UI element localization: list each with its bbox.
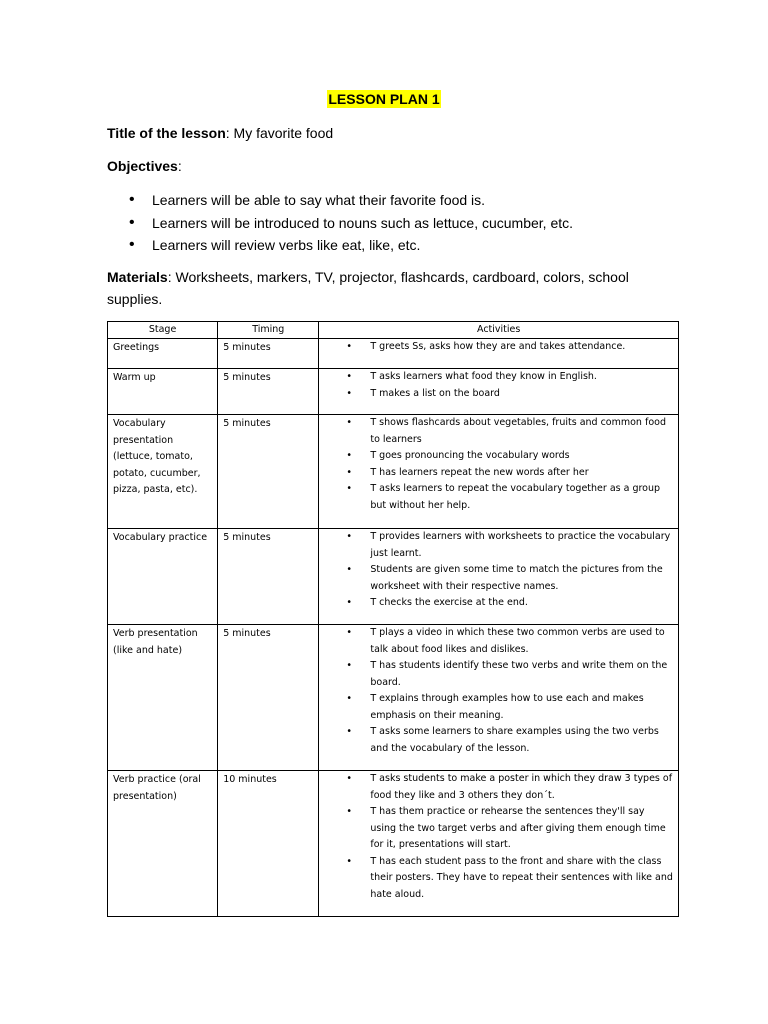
activity-item: • T asks students to make a poster in which they draw 3 types of food they like and 3 others they don´t. <box>324 771 673 804</box>
header-timing: Timing <box>218 322 319 339</box>
objectives-heading <box>107 156 182 176</box>
table-row <box>108 369 679 415</box>
activity-item: • T plays a video in which these two common verbs are used to talk about food likes and dislikes. <box>324 625 673 658</box>
stage-cell: Greetings <box>108 339 218 369</box>
stage-cell: Verb presentation (like and hate) <box>108 625 218 771</box>
stage-cell: Warm up <box>108 369 218 415</box>
activity-item: • Students are given some time to match the pictures from the worksheet with their respective names. <box>324 562 673 595</box>
heading-text: LESSON PLAN 1 <box>328 91 440 107</box>
timing-cell: 5 minutes <box>218 415 319 529</box>
activities-cell <box>319 369 679 415</box>
objectives-label: Objectives <box>107 158 178 174</box>
activity-item: • T has each student pass to the front and share with the class their posters. They have to repeat their sentences with like and hate aloud. <box>324 854 673 904</box>
activity-item: • T has them practice or rehearse the sentences they'll say using the two target verbs and after giving them enough time for it, presentations will start. <box>324 804 673 854</box>
materials-label: Materials <box>107 269 168 285</box>
activity-item: • T goes pronouncing the vocabulary words <box>324 448 673 465</box>
title-label: Title of the lesson <box>107 125 226 141</box>
stage-cell: Verb practice (oral presentation) <box>108 771 218 917</box>
lesson-title-line <box>107 123 333 143</box>
stage-cell: Vocabulary practice <box>108 529 218 625</box>
activity-item: • T checks the exercise at the end. <box>324 595 673 612</box>
objective-item: • Learners will be able to say what their favorite food is. <box>107 189 573 212</box>
activity-item: • T makes a list on the board <box>324 386 673 403</box>
objective-item: • Learners will review verbs like eat, like, etc. <box>107 234 573 257</box>
activities-cell <box>319 771 679 917</box>
activity-item: • T has learners repeat the new words after her <box>324 465 673 482</box>
table-row <box>108 771 679 917</box>
table-row <box>108 625 679 771</box>
header-activities: Activities <box>319 322 679 339</box>
activity-item: • T provides learners with worksheets to practice the vocabulary just learnt. <box>324 529 673 562</box>
stage-cell: Vocabulary presentation (lettuce, tomato, potato, cucumber, pizza, pasta, etc). <box>108 415 218 529</box>
title-value: : My favorite food <box>225 125 334 141</box>
activities-cell <box>319 529 679 625</box>
activity-item: • T has students identify these two verbs and write them on the board. <box>324 658 673 691</box>
table-row <box>108 529 679 625</box>
timing-cell: 5 minutes <box>218 339 319 369</box>
table-row <box>108 415 679 529</box>
activity-item: • T asks learners what food they know in English. <box>324 369 673 386</box>
table-row <box>108 339 679 369</box>
timing-cell: 5 minutes <box>218 529 319 625</box>
lesson-plan-heading <box>0 91 768 109</box>
objective-item: • Learners will be introduced to nouns such as lettuce, cucumber, etc. <box>107 212 573 235</box>
objectives-list <box>107 189 573 257</box>
lesson-stages-table <box>107 321 679 917</box>
timing-cell: 10 minutes <box>218 771 319 917</box>
activities-cell <box>319 415 679 529</box>
activity-item: • T asks learners to repeat the vocabulary together as a group but without her help. <box>324 481 673 514</box>
activity-item: • T shows flashcards about vegetables, fruits and common food to learners <box>324 415 673 448</box>
header-stage: Stage <box>108 322 218 339</box>
activity-item: • T asks some learners to share examples using the two verbs and the vocabulary of the lesson. <box>324 724 673 757</box>
materials-value: : Worksheets, markers, TV, projector, flashcards, cardboard, colors, school supplies. <box>107 269 629 307</box>
activities-cell <box>319 625 679 771</box>
timing-cell: 5 minutes <box>218 369 319 415</box>
timing-cell: 5 minutes <box>218 625 319 771</box>
activity-item: • T greets Ss, asks how they are and takes attendance. <box>324 339 673 356</box>
activity-item: • T explains through examples how to use each and makes emphasis on their meaning. <box>324 691 673 724</box>
table-header-row <box>108 322 679 339</box>
activities-cell <box>319 339 679 369</box>
objectives-suffix: : <box>177 158 182 174</box>
materials-line <box>107 266 677 310</box>
